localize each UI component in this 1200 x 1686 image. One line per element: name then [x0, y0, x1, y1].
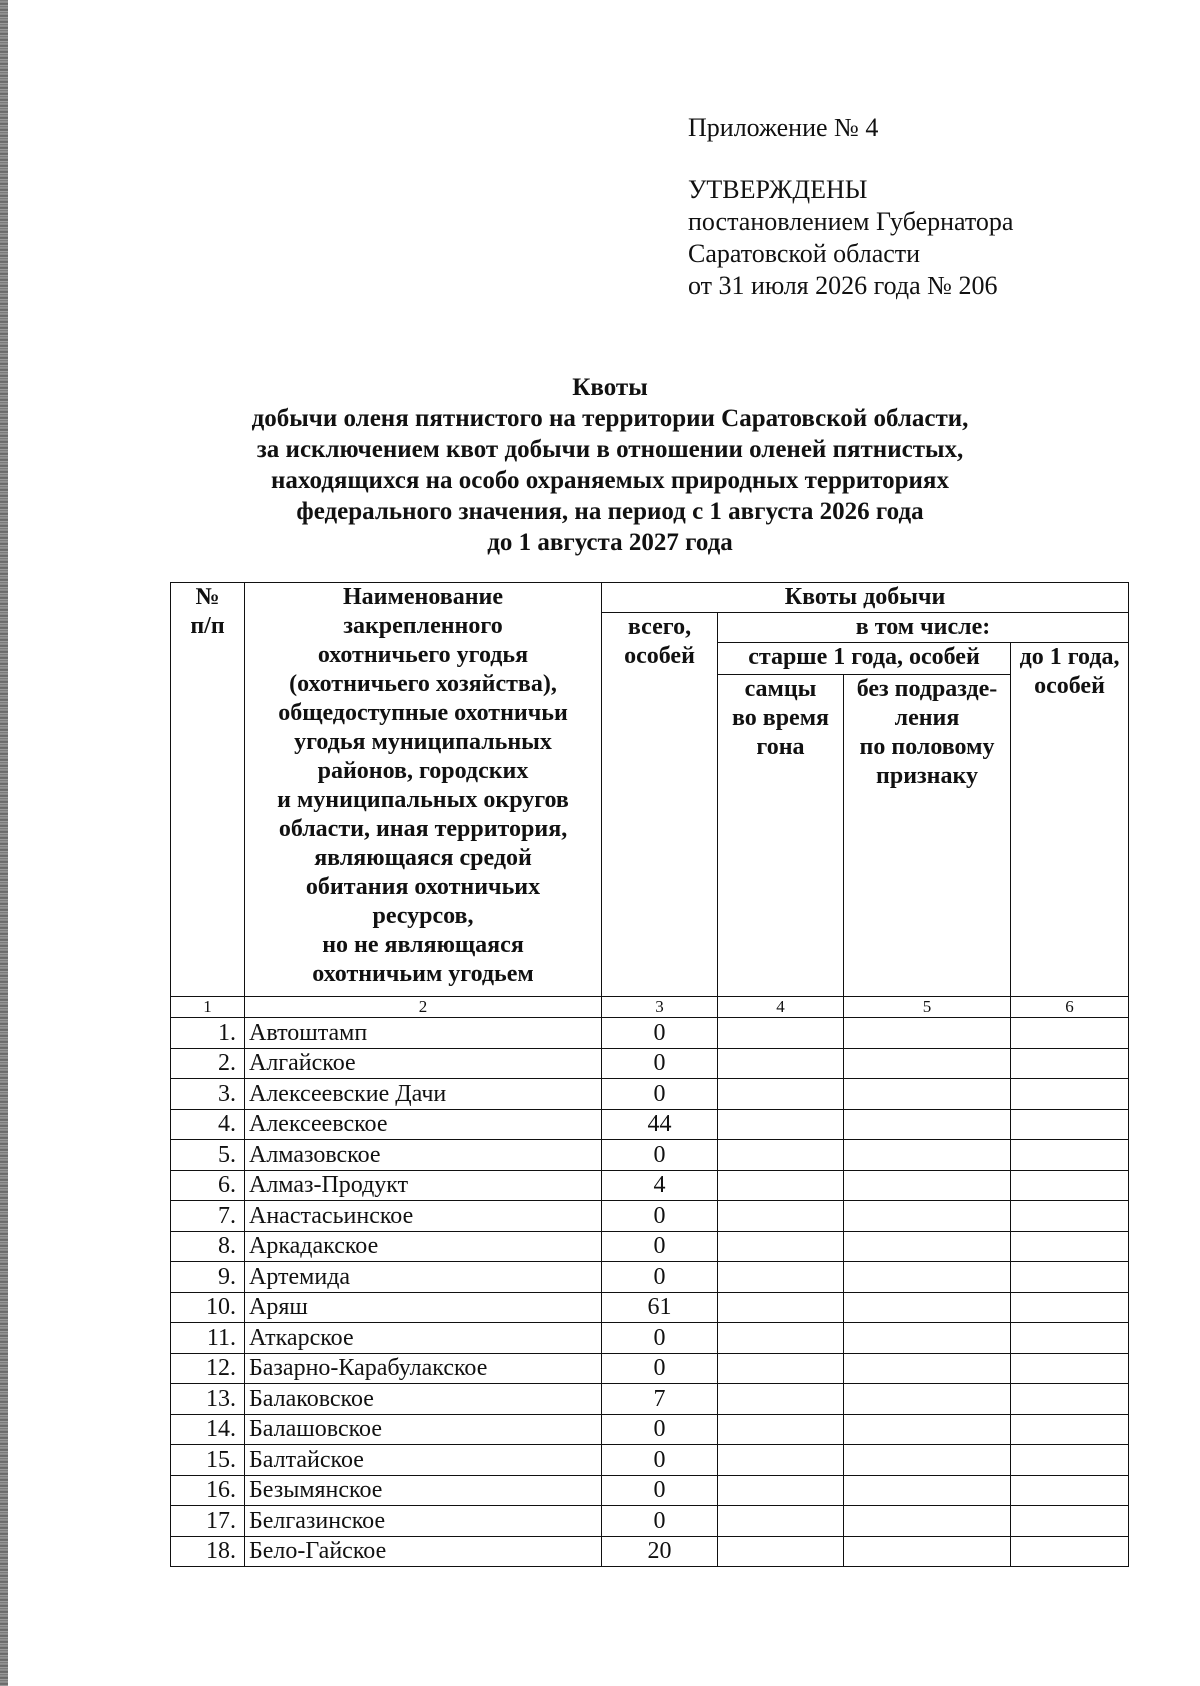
hunting-ground-name: Алексеевские Дачи — [245, 1079, 602, 1110]
column-number: 1 — [171, 997, 245, 1018]
quota-no-sex-division — [844, 1292, 1011, 1323]
quota-no-sex-division — [844, 1353, 1011, 1384]
row-number: 5. — [171, 1140, 245, 1171]
quota-under-1-year — [1011, 1048, 1129, 1079]
table-row — [171, 1414, 1129, 1445]
header-including: в том числе: — [718, 613, 1129, 643]
quota-total: 0 — [602, 1140, 718, 1171]
quota-no-sex-division — [844, 1262, 1011, 1293]
approved-line-2: Саратовской области — [688, 239, 921, 268]
title-line-2: добычи оленя пятнистого на территории Саратовской области, — [251, 405, 969, 432]
quota-males-rut — [718, 1445, 844, 1476]
row-number: 11. — [171, 1323, 245, 1354]
table-row — [171, 1140, 1129, 1171]
quota-total: 0 — [602, 1262, 718, 1293]
quota-under-1-year — [1011, 1140, 1129, 1171]
hunting-ground-name: Аряш — [245, 1292, 602, 1323]
hunting-ground-name: Алмазовское — [245, 1140, 602, 1171]
quota-table — [170, 582, 1129, 1567]
quota-males-rut — [718, 1475, 844, 1506]
title-line-1: Квоты — [572, 374, 648, 401]
quota-no-sex-division — [844, 1475, 1011, 1506]
quota-males-rut — [718, 1292, 844, 1323]
header-name: Наименование закрепленного охотничьего угодья (охотничьего хозяйства), общедоступные охотничьи угодья муниципальных районов, городских и муниципальных округов области, иная территория, являющаяся средой обитания охотничьих ресурсов, но не являющаяся охотничьим угодьем — [245, 583, 602, 997]
row-number: 13. — [171, 1384, 245, 1415]
table-row — [171, 1079, 1129, 1110]
header-no-sex-division: без подразде- ления по половому признаку — [844, 675, 1011, 997]
quota-total: 0 — [602, 1079, 718, 1110]
quota-total: 20 — [602, 1536, 718, 1567]
approved-label: УТВЕРЖДЕНЫ — [688, 175, 868, 204]
row-number: 14. — [171, 1414, 245, 1445]
quota-no-sex-division — [844, 1170, 1011, 1201]
hunting-ground-name: Балтайское — [245, 1445, 602, 1476]
table-row — [171, 1262, 1129, 1293]
quota-males-rut — [718, 1384, 844, 1415]
quota-males-rut — [718, 1323, 844, 1354]
quota-total: 61 — [602, 1292, 718, 1323]
table-row — [171, 1445, 1129, 1476]
quota-under-1-year — [1011, 1323, 1129, 1354]
quota-males-rut — [718, 1170, 844, 1201]
row-number: 10. — [171, 1292, 245, 1323]
quota-males-rut — [718, 1536, 844, 1567]
table-row — [171, 1475, 1129, 1506]
quota-no-sex-division — [844, 1384, 1011, 1415]
table-row — [171, 1048, 1129, 1079]
quota-males-rut — [718, 1262, 844, 1293]
row-number: 16. — [171, 1475, 245, 1506]
hunting-ground-name: Балашовское — [245, 1414, 602, 1445]
column-number: 5 — [844, 997, 1011, 1018]
document-title — [160, 372, 1060, 558]
quota-total: 0 — [602, 1018, 718, 1049]
quota-no-sex-division — [844, 1109, 1011, 1140]
quota-under-1-year — [1011, 1079, 1129, 1110]
quota-under-1-year — [1011, 1475, 1129, 1506]
header-males-rut: самцы во время гона — [718, 675, 844, 997]
hunting-ground-name: Балаковское — [245, 1384, 602, 1415]
quota-under-1-year — [1011, 1384, 1129, 1415]
quota-total: 0 — [602, 1506, 718, 1537]
hunting-ground-name: Артемида — [245, 1262, 602, 1293]
appendix-label: Приложение № 4 — [688, 113, 879, 142]
quota-under-1-year — [1011, 1445, 1129, 1476]
quota-under-1-year — [1011, 1262, 1129, 1293]
header-total: всего, особей — [602, 613, 718, 997]
scan-edge — [0, 0, 8, 1686]
approval-block — [688, 112, 1013, 302]
quota-males-rut — [718, 1414, 844, 1445]
hunting-ground-name: Бело-Гайское — [245, 1536, 602, 1567]
hunting-ground-name: Алгайское — [245, 1048, 602, 1079]
table-row — [171, 1231, 1129, 1262]
table-row — [171, 1384, 1129, 1415]
table-row — [171, 1170, 1129, 1201]
column-number: 4 — [718, 997, 844, 1018]
column-number: 6 — [1011, 997, 1129, 1018]
title-line-6: до 1 августа 2027 года — [487, 529, 733, 556]
table-row — [171, 1353, 1129, 1384]
quota-no-sex-division — [844, 1414, 1011, 1445]
table-row — [171, 1536, 1129, 1567]
row-number: 4. — [171, 1109, 245, 1140]
quota-total: 0 — [602, 1231, 718, 1262]
table-row — [171, 1018, 1129, 1049]
quota-males-rut — [718, 1048, 844, 1079]
row-number: 8. — [171, 1231, 245, 1262]
approved-line-1: постановлением Губернатора — [688, 207, 1014, 236]
hunting-ground-name: Аркадакское — [245, 1231, 602, 1262]
hunting-ground-name: Автоштамп — [245, 1018, 602, 1049]
table-row — [171, 1323, 1129, 1354]
quota-no-sex-division — [844, 1018, 1011, 1049]
quota-under-1-year — [1011, 1506, 1129, 1537]
column-number: 3 — [602, 997, 718, 1018]
row-number: 18. — [171, 1536, 245, 1567]
quota-males-rut — [718, 1231, 844, 1262]
quota-under-1-year — [1011, 1353, 1129, 1384]
quota-under-1-year — [1011, 1414, 1129, 1445]
table-row — [171, 1201, 1129, 1232]
hunting-ground-name: Алексеевское — [245, 1109, 602, 1140]
quota-males-rut — [718, 1140, 844, 1171]
quota-no-sex-division — [844, 1079, 1011, 1110]
column-numbers-row — [171, 997, 1129, 1018]
quota-under-1-year — [1011, 1231, 1129, 1262]
quota-under-1-year — [1011, 1292, 1129, 1323]
hunting-ground-name: Аткарское — [245, 1323, 602, 1354]
quota-total: 0 — [602, 1201, 718, 1232]
header-quotas: Квоты добычи — [602, 583, 1129, 613]
column-number: 2 — [245, 997, 602, 1018]
quota-no-sex-division — [844, 1506, 1011, 1537]
quota-males-rut — [718, 1201, 844, 1232]
hunting-ground-name: Алмаз-Продукт — [245, 1170, 602, 1201]
quota-males-rut — [718, 1353, 844, 1384]
quota-total: 4 — [602, 1170, 718, 1201]
quota-total: 0 — [602, 1445, 718, 1476]
title-line-3: за исключением квот добычи в отношении оленей пятнистых, — [256, 436, 964, 463]
row-number: 3. — [171, 1079, 245, 1110]
table-row — [171, 1506, 1129, 1537]
table-row — [171, 1109, 1129, 1140]
header-older-than-1-year: старше 1 года, особей — [718, 643, 1011, 675]
quota-under-1-year — [1011, 1536, 1129, 1567]
quota-total: 0 — [602, 1048, 718, 1079]
quota-under-1-year — [1011, 1201, 1129, 1232]
quota-males-rut — [718, 1506, 844, 1537]
quota-males-rut — [718, 1018, 844, 1049]
hunting-ground-name: Анастасьинское — [245, 1201, 602, 1232]
title-line-5: федерального значения, на период с 1 августа 2026 года — [296, 498, 924, 525]
row-number: 17. — [171, 1506, 245, 1537]
header-under-1-year: до 1 года, особей — [1011, 643, 1129, 997]
quota-total: 7 — [602, 1384, 718, 1415]
row-number: 9. — [171, 1262, 245, 1293]
table-body — [171, 997, 1129, 1567]
hunting-ground-name: Безымянское — [245, 1475, 602, 1506]
quota-under-1-year — [1011, 1018, 1129, 1049]
quota-males-rut — [718, 1079, 844, 1110]
table-row — [171, 1292, 1129, 1323]
quota-no-sex-division — [844, 1445, 1011, 1476]
row-number: 2. — [171, 1048, 245, 1079]
row-number: 15. — [171, 1445, 245, 1476]
row-number: 6. — [171, 1170, 245, 1201]
approved-line-3: от 31 июля 2026 года № 206 — [688, 271, 998, 300]
row-number: 1. — [171, 1018, 245, 1049]
quota-no-sex-division — [844, 1140, 1011, 1171]
quota-total: 0 — [602, 1475, 718, 1506]
quota-under-1-year — [1011, 1170, 1129, 1201]
hunting-ground-name: Белгазинское — [245, 1506, 602, 1537]
quota-no-sex-division — [844, 1323, 1011, 1354]
row-number: 12. — [171, 1353, 245, 1384]
quota-males-rut — [718, 1109, 844, 1140]
quota-total: 0 — [602, 1414, 718, 1445]
title-line-4: находящихся на особо охраняемых природных территориях — [271, 467, 949, 494]
quota-total: 0 — [602, 1353, 718, 1384]
quota-total: 0 — [602, 1323, 718, 1354]
quota-no-sex-division — [844, 1201, 1011, 1232]
hunting-ground-name: Базарно-Карабулакское — [245, 1353, 602, 1384]
header-num: № п/п — [171, 583, 245, 997]
quota-no-sex-division — [844, 1048, 1011, 1079]
quota-total: 44 — [602, 1109, 718, 1140]
quota-no-sex-division — [844, 1231, 1011, 1262]
quota-under-1-year — [1011, 1109, 1129, 1140]
row-number: 7. — [171, 1201, 245, 1232]
quota-no-sex-division — [844, 1536, 1011, 1567]
